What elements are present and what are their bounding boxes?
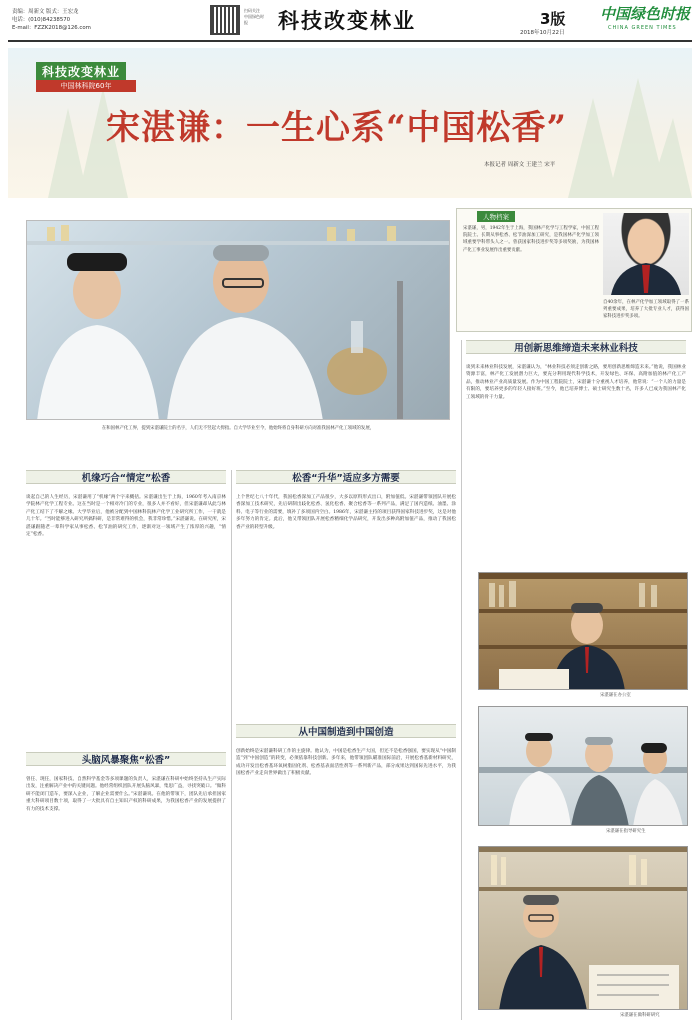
- section-4-title: 从中国制造到中国创造: [298, 727, 394, 738]
- section-title: 科技改变林业: [278, 9, 416, 33]
- section-5-text: 谈到未来林业科技发展，宋湛谦认为，“林业科技必须走创新之路，要用创新思维缔造未来。”他说，我国林业资源丰富，林产化工发展潜力巨大，要充分利用现代科学技术，开发绿色、环保、高附加值的林产化工产品，推动林业产业高质量发展。作为中国工程院院士，宋湛谦十分重视人才培养，他常说：“一个人的力量是有限的，要培养更多的年轻人接好班。”至今，他已培养博士、硕士研究生数十名，许多人已成为我国林产化工领域的骨干力量。: [466, 365, 686, 400]
- lab-photo: [26, 220, 450, 420]
- credits-phone: 电话：(010)84238570: [12, 17, 71, 23]
- profile-box: [456, 208, 692, 332]
- lab-guidance-scene: [479, 707, 688, 826]
- profile-text: 宋湛谦，男，1942年生于上海，我国林产化学与工程学家，中国工程院院士。长期从事松香、松节油深加工研究，是我国林产化学加工领域重要学科带头人之一。曾获国家科技进步奖等多项奖励，为我国林产化工事业发展作出重要贡献。: [463, 226, 599, 253]
- qr-code: [210, 5, 240, 35]
- credits-email: E-mail：FZZK2018@126.com: [12, 25, 91, 31]
- section-3-text: 曾任、现任，国家科技、自然科学基金等多项课题的负责人，宋湛谦在科研中始终坚持从生产实际出发，注重解决产业中的关键问题。他经常组织团队开展头脑风暴，集思广益，寻找突破口。“做科研不能闭门造车，要深入企业，了解企业需要什么。”宋湛谦说。在他的带领下，团队先后承担国家重大科研项目数十项，取得了一大批具有自主知识产权的科研成果，为我国松香产业的发展提供了有力的技术支撑。: [26, 777, 226, 812]
- headline: 宋湛谦：一生心系“中国松香”: [106, 108, 568, 148]
- office-scene: [479, 573, 688, 690]
- office-photo-caption: 宋湛谦在办公室: [600, 693, 631, 698]
- masthead: [0, 0, 700, 44]
- section-3-title: 头脑风暴聚焦“松香”: [81, 755, 171, 766]
- lab-guidance-photo: [478, 706, 688, 826]
- banner: [8, 48, 692, 198]
- byline: 本报记者 周新文 王建兰 宋平: [484, 162, 556, 168]
- lab-photo-caption: 在和国林产化工界，提到宋湛谦院士的名字，人们无不竖起大拇指。自大学毕业至今，他始终将自身科研方向对准我国林产化工领域的发展，: [101, 426, 375, 431]
- brand-logo: 中国绿色时报: [600, 5, 691, 23]
- section-2-header: [236, 470, 456, 484]
- profile-tag: 人物档案: [477, 211, 515, 222]
- office-photo: [478, 572, 688, 690]
- section-4-text: 创新始终是宋湛谦科研工作的主旋律。他认为，中国是松香生产大国，但还不是松香强国，要实现从“中国制造”到“中国创造”的转变，必须依靠科技创新。多年来，他带领团队瞄准国际前沿，开展松香基新材料研究，成功开发出松香基环氧树脂固化剂、松香基表面活性剂等一系列新产品，部分成果达到国际先进水平，为我国松香产业走向世界做出了积极贡献。: [236, 749, 456, 777]
- lab-guidance-caption: 宋湛谦在指导研究生: [606, 829, 646, 834]
- section-2-title: 松香“升华”适应多方需要: [292, 473, 400, 484]
- section-5-header: [466, 340, 686, 354]
- brand-logo-en: CHINA GREEN TIMES: [608, 25, 677, 31]
- kicker-top: 科技改变林业: [36, 62, 126, 81]
- lab-photo-scene: [27, 221, 450, 420]
- kicker-bottom: 中国林科院60年: [36, 80, 136, 92]
- credits-editor: 责编：周新文 版式：王宏龙: [12, 9, 79, 15]
- column-rule-2: [461, 340, 462, 1020]
- edition-number: 3版: [540, 10, 566, 28]
- profile-text-right: 自40余年，在林产化学加工领域取得了一系列重要成果，培养了大批专业人才，获得国家科技进步奖多项。: [603, 300, 689, 320]
- section-4-header: [236, 724, 456, 738]
- profile-portrait: [603, 213, 689, 295]
- section-2-text: 上个世纪七八十年代，我国松香深加工产品很少，大多以原料形式出口，附加值低。宋湛谦带领团队开展松香深加工技术研究，先后研制出歧化松香、氢化松香、聚合松香等一系列产品，满足了国内造纸、油墨、涂料、电子等行业的需要，填补了多项国内空白。1986年，宋湛谦主持的项目获得国家科技进步奖，这是对他多年努力的肯定。此后，他又带领团队开展松香精细化学品研究，开发出多种高附加值产品，推动了我国松香产业的转型升级。: [236, 495, 456, 530]
- qr-caption: 扫码关注 中国绿色时报: [244, 8, 264, 25]
- section-3-header: [26, 752, 226, 766]
- section-1-title: 机缘巧合“情定”松香: [81, 473, 171, 484]
- column-rule-1: [231, 470, 232, 1020]
- portrait-suit: [603, 213, 689, 295]
- section-5-title: 用创新思维缔造未来林业科技: [514, 343, 638, 354]
- study-scene: [479, 847, 688, 1010]
- issue-date: 2018年10月22日: [520, 30, 565, 36]
- study-photo-caption: 宋湛谦在做科研研究: [620, 1013, 660, 1018]
- section-1-header: [26, 470, 226, 484]
- section-1-text: 谈起自己的人生经历，宋湛谦用了“机缘”两个字来概括。宋湛谦出生于上海，1960年考入南京林学院林产化学工程专业。这在当时是一个相对冷门的专业，很多人并不看好，但宋湛谦却从此与林产化工结下了不解之缘。大学毕业后，他被分配到中国林科院林产化学工业研究所工作，一干就是几十年。“当时能够进入研究所搞科研，是非常难得的机会，我非常珍惜。”宋湛谦说。在研究所，宋湛谦跟随老一辈科学家从事松香、松节油的研究工作，逐渐对这一领域产生了浓厚的兴趣，“情定”松香。: [26, 495, 226, 538]
- study-photo: [478, 846, 688, 1010]
- credits: [12, 8, 122, 32]
- masthead-divider: [8, 40, 692, 42]
